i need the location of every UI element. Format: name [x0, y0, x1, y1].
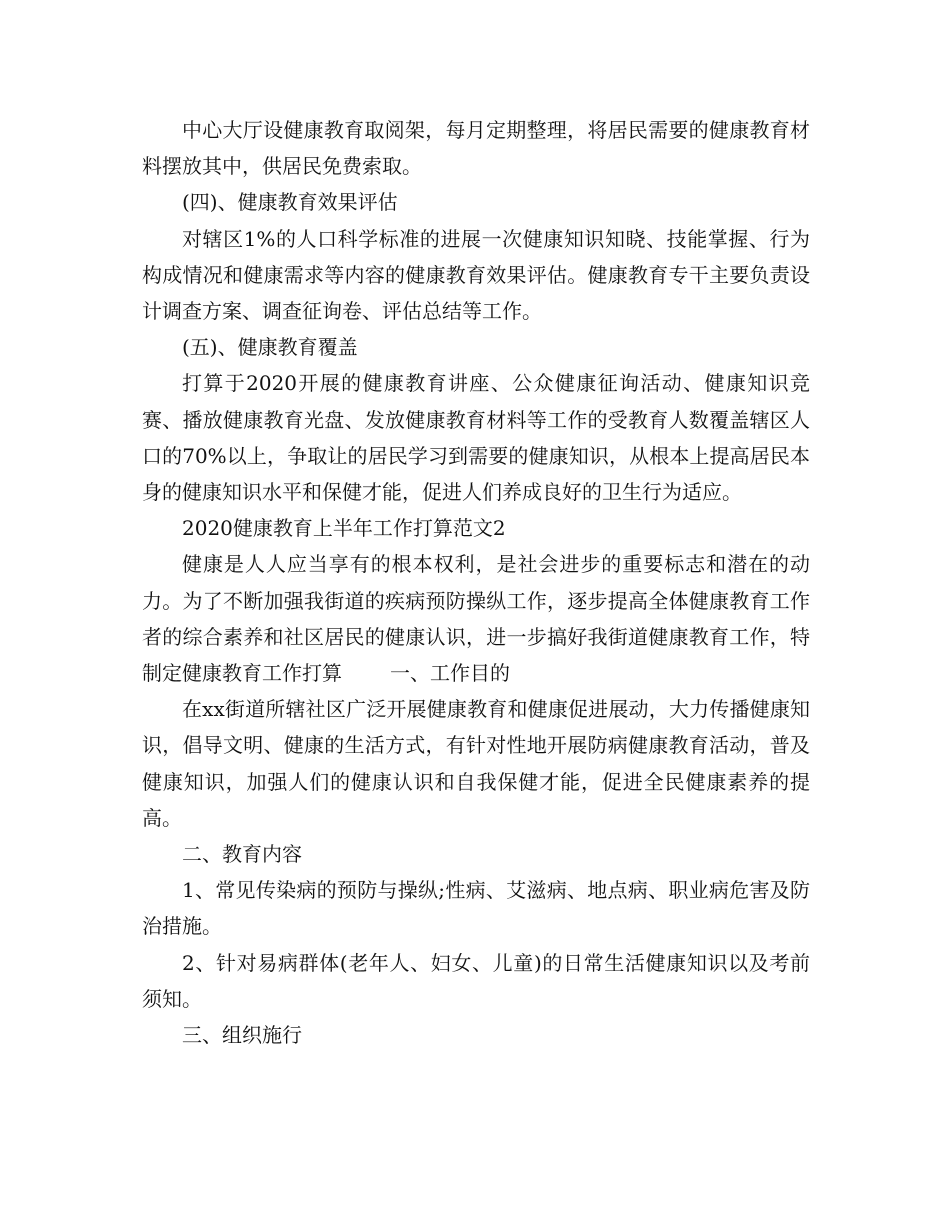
section-heading-education-content: 二、教育内容 [182, 842, 302, 867]
document-body [142, 112, 810, 1053]
paragraph-coverage: 打算于2020开展的健康教育讲座、公众健康征询活动、健康知识竞赛、播放健康教育光盘、发放健康教育材料等工作的受教育人数覆盖辖区人口的70%以上，争取让的居民学习到需要的健康知识，从根本上提高居民本身的健康知识水平和保健才能，促进人们养成良好的卫生行为适应。 [142, 371, 810, 505]
list-item-infectious-disease: 1、常见传染病的预防与操纵;性病、艾滋病、地点病、职业病危害及防治措施。 [142, 878, 810, 939]
list-item-vulnerable-groups: 2、针对易病群体(老年人、妇女、儿童)的日常生活健康知识以及考前须知。 [142, 950, 810, 1011]
paragraph-health-rights-text: 健康是人人应当享有的根本权利，是社会进步的重要标志和潜在的动力。为了不断加强我街道的疾病预防操纵工作，逐步提高全体健康教育工作者的综合素养和社区居民的健康认识，进一步搞好我街道健康教育工作，特制定健康教育工作打算 [142, 552, 810, 686]
section-heading-effect-evaluation: (四)、健康教育效果评估 [182, 190, 398, 215]
paragraph-effect-evaluation: 对辖区1%的人口科学标准的进展一次健康知识知晓、技能掌握、行为构成情况和健康需求等内容的健康教育效果评估。健康教育专干主要负责设计调查方案、调查征询卷、评估总结等工作。 [142, 226, 810, 324]
paragraph-health-rights [142, 546, 810, 691]
section-heading-coverage: (五)、健康教育覆盖 [182, 335, 358, 360]
paragraph-reading-rack: 中心大厅设健康教育取阅架，每月定期整理，将居民需要的健康教育材料摆放其中，供居民免费索取。 [142, 118, 810, 179]
section-heading-work-goal: 一、工作目的 [390, 661, 510, 686]
section-heading-implementation: 三、组织施行 [182, 1023, 302, 1048]
document-subtitle-sample-2: 2020健康教育上半年工作打算范文2 [182, 516, 506, 541]
paragraph-work-goal: 在xx街道所辖社区广泛开展健康教育和健康促进展动，大力传播健康知识，倡导文明、健康的生活方式，有针对性地开展防病健康教育活动，普及健康知识，加强人们的健康认识和自我保健才能，促进全民健康素养的提高。 [142, 697, 810, 830]
